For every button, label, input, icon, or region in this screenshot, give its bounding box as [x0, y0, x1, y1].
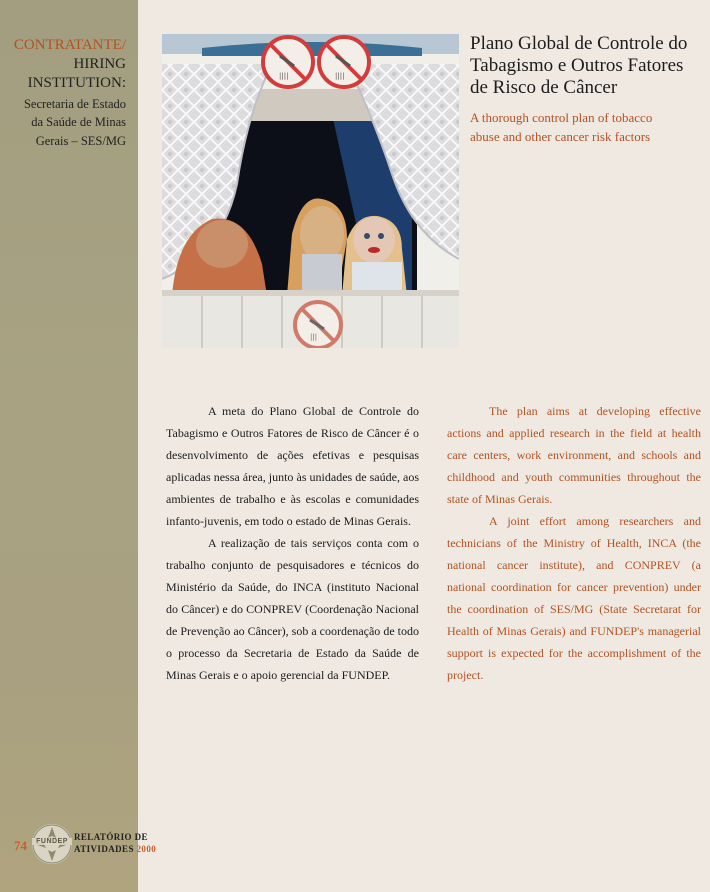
client-name	[6, 95, 126, 149]
no-smoking-sign-icon	[295, 302, 341, 348]
footer	[12, 824, 157, 872]
hiring-label-line-2: INSTITUTION:	[27, 74, 126, 91]
client-line-3: Gerais – SES/MG	[35, 133, 126, 148]
pt-paragraph-1: A meta do Plano Global de Controle do Tabagismo e Outros Fatores de Risco de Câncer é o desenvolvimento de ações efetivas e pesquisas aplicadas nessa área, junto às unidades de saúde, aos ambientes de trabalho e às escolas e comunidades infanto-juvenis, em todo o estado de Minas Gerais.	[166, 404, 419, 528]
pt-paragraph-2: A realização de tais serviços conta com o trabalho conjunto de pesquisadores e técnicos do Ministério da Saúde, do INCA (instituto Nacional do Câncer) e do CONPREV (Coordenação Nacional de Prevenção ao Câncer), sob a coordenação de todo o processo da Secretaria de Estado da Saúde de Minas Gerais e o apoio gerencial da FUNDEP.	[166, 536, 419, 682]
no-smoking-sign-icon	[319, 37, 369, 87]
no-smoking-sign-icon	[263, 37, 313, 87]
svg-text:||||: ||||	[279, 72, 289, 80]
page-subtitle	[470, 109, 702, 147]
report-title-line-2	[74, 844, 156, 854]
report-title-word: ATIVIDADES	[74, 844, 134, 854]
puppet-theater-photo	[162, 34, 459, 348]
title-line-2: Tabagismo e Outros Fatores	[470, 55, 684, 77]
report-title-line-1: RELATÓRIO DE	[74, 832, 148, 842]
subtitle-line-2: abuse and other cancer risk factors	[470, 128, 651, 144]
sidebar	[0, 0, 157, 892]
logo-wordmark: FUNDEP	[32, 838, 72, 845]
contractor-label: CONTRATANTE/	[13, 37, 126, 53]
page-number: 74	[14, 838, 27, 853]
hiring-label-line-1: HIRING	[73, 55, 126, 72]
page-title	[470, 33, 702, 100]
en-paragraph-2: A joint effort among researchers and technicians of the Ministry of Health, INCA (the national cancer institute), and CONPREV (a national coordination for cancer prevention) under the coordination of SES/MG (State Secretarat for Health of Minas Gerais) and FUNDEP's managerial support is expected for the accomplishment of the project.	[447, 514, 701, 682]
report-year: 2000	[136, 844, 157, 854]
portuguese-body	[166, 400, 419, 686]
hiring-institution-block	[6, 36, 126, 150]
title-line-1: Plano Global de Controle do	[470, 33, 688, 54]
en-paragraph-1: The plan aims at developing effective actions and applied research in the field at health care centers, work environment, and schools and childhood and youth communities throughout the state of Minas Gerais.	[447, 404, 701, 506]
svg-text:|||: |||	[310, 333, 318, 341]
svg-text:||||: ||||	[335, 72, 345, 80]
subtitle-line-1: A thorough control plan of tobacco	[470, 110, 653, 125]
client-line-1: Secretaria de Estado	[23, 97, 126, 112]
title-line-3: de Risco de Câncer	[470, 77, 618, 99]
client-line-2: da Saúde de Minas	[31, 115, 126, 130]
english-body	[447, 400, 701, 686]
